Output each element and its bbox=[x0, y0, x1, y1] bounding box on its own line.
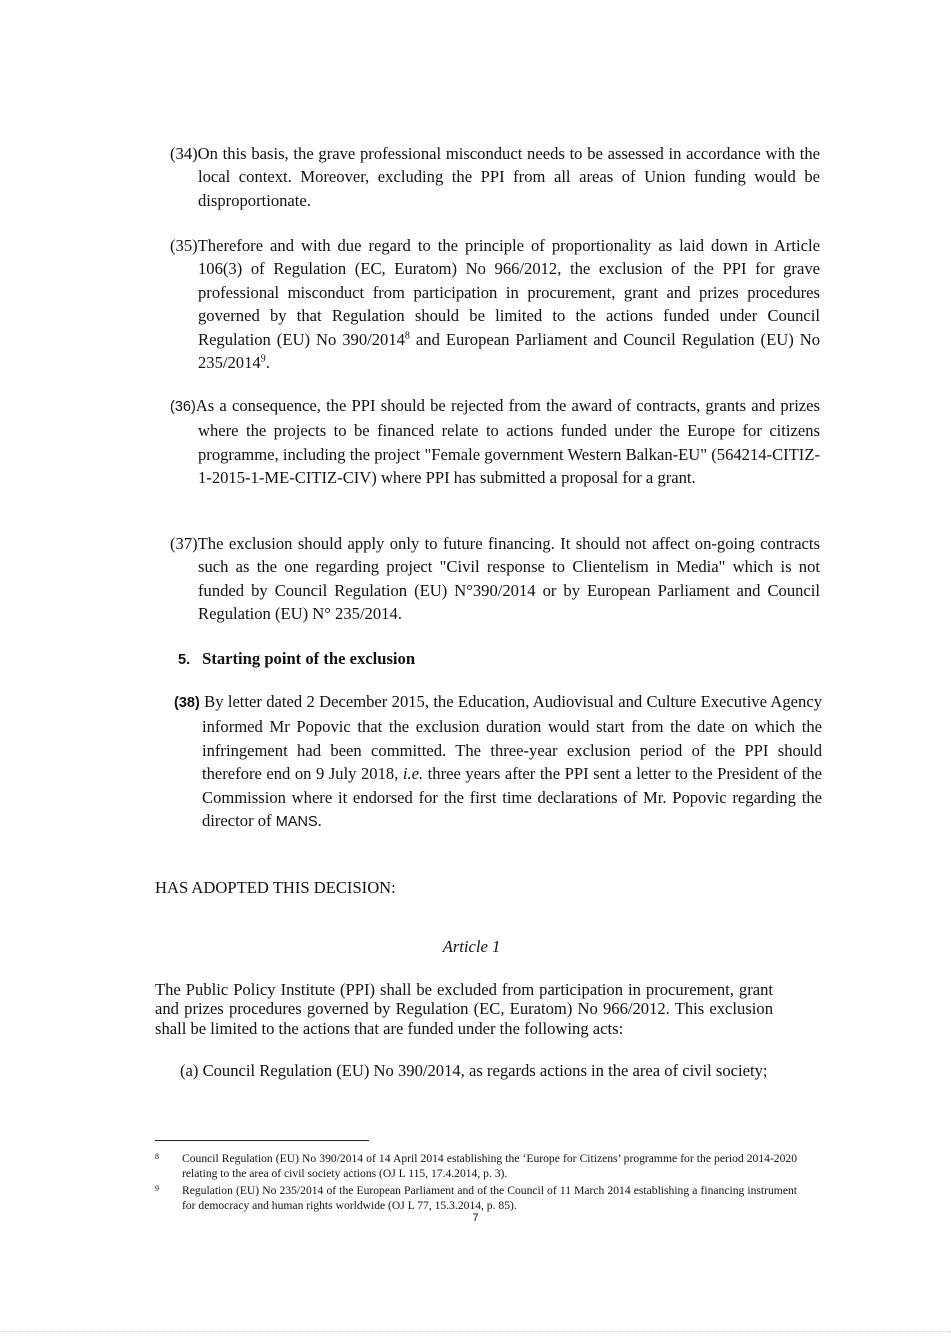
section-heading bbox=[178, 647, 415, 672]
footnote-ref-9[interactable]: 9 bbox=[260, 353, 266, 365]
footnote-8 bbox=[155, 1152, 797, 1181]
footnote-text: Regulation (EU) No 235/2014 of the European Parliament and of the Council of 11 March 2014 establishing a financing instrument for democracy and human rights worldwide (OJ L 77, 15.3.2014, p. 85). bbox=[182, 1184, 797, 1212]
paragraph-number: (38) bbox=[174, 695, 200, 711]
paragraph-35 bbox=[170, 234, 820, 374]
paragraph-37 bbox=[170, 532, 820, 626]
footnote-ref-8[interactable]: 8 bbox=[404, 330, 410, 342]
paragraph-34 bbox=[170, 142, 820, 212]
paragraph-number: (34) bbox=[170, 144, 198, 163]
article-title bbox=[0, 935, 951, 958]
paragraph-text-continued: and European Parliament and Council Regulation (EU) No 235/2014 bbox=[198, 329, 820, 373]
footnote-mark: 9 bbox=[155, 1184, 159, 1193]
paragraph-number: (35) bbox=[170, 236, 198, 255]
paragraph-text: As a consequence, the PPI should be rejected from the award of contracts, grants and prizes where the projects to be financed relate to actions funded under the Europe for citizens programme, including the project "Female government Western Balkan-EU" (564214-CITIZ-1-2015-1-ME-CITIZ-CIV) where PPI has submitted a proposal for a grant. bbox=[195, 396, 820, 488]
article-body: The Public Policy Institute (PPI) shall be excluded from participation in procurement, grant and prizes procedures governed by Regulation (EC, Euratom) No 966/2012. This exclusion shall be limited to the actions that are funded under the following acts: bbox=[155, 980, 773, 1038]
paragraph-text-end: . bbox=[265, 353, 270, 373]
ie-abbreviation: i.e. bbox=[402, 764, 424, 784]
paragraph-number: (36) bbox=[170, 399, 196, 415]
paragraph-text: Therefore and with due regard to the principle of proportionality as laid down in Article 106(3) of Regulation (EC, Euratom) No 966/2012, the exclusion of the PPI for grave professional misconduct from participation in procurement, grant and prizes procedures governed by that Regulation should be limited to the actions funded under Council Regulation (EU) No 390/2014 bbox=[197, 236, 820, 349]
paragraph-text-continued: three years after the PPI sent a letter to the President of the Commission where it endorsed for the first time declarations of Mr. Popovic regarding the director of bbox=[202, 764, 822, 831]
paragraph-text-end: . bbox=[317, 811, 322, 831]
paragraph-text: On this basis, the grave professional misconduct needs to be assessed in accordance with the local context. Moreover, excluding the PPI from all areas of Union funding would be disproportionate. bbox=[197, 144, 820, 210]
footnote-text: Council Regulation (EU) No 390/2014 of 14 April 2014 establishing the ‘Europe for Citizens’ programme for the period 2014-2020 relating to the area of civil society actions (OJ L 115, 17.4.2014, p. 3). bbox=[182, 1152, 797, 1180]
section-number: 5. bbox=[178, 652, 191, 668]
article-title-text: Article 1 bbox=[442, 937, 501, 956]
mans-acronym: MANS bbox=[275, 814, 318, 831]
paragraph-36 bbox=[170, 394, 820, 490]
footnote-separator bbox=[155, 1140, 369, 1141]
page-number: 7 bbox=[472, 1212, 479, 1224]
paragraph-text: The exclusion should apply only to future financing. It should not affect on-going contracts such as the one regarding project "Civil response to Clientelism in Media" which is not funded by Council Regulation (EU) N°390/2014 or by European Parliament and Council Regulation (EU) N° 235/2014. bbox=[197, 534, 820, 624]
paragraph-text: By letter dated 2 December 2015, the Education, Audiovisual and Culture Executive Agency informed Mr Popovic that the exclusion duration would start from the date on which the infringement had been committed. The three-year exclusion period of the PPI should therefore end on 9 July 2018, bbox=[199, 692, 822, 784]
adoption-statement: HAS ADOPTED THIS DECISION: bbox=[155, 878, 396, 897]
paragraph-number: (37) bbox=[170, 534, 198, 553]
footnote-mark: 8 bbox=[155, 1152, 159, 1161]
paragraph-38 bbox=[174, 690, 822, 834]
footnote-9 bbox=[155, 1184, 797, 1213]
section-title: Starting point of the exclusion bbox=[202, 649, 416, 668]
article-item-a: (a) Council Regulation (EU) No 390/2014, as regards actions in the area of civil society; bbox=[180, 1061, 768, 1080]
page-bottom-edge bbox=[0, 1331, 951, 1332]
